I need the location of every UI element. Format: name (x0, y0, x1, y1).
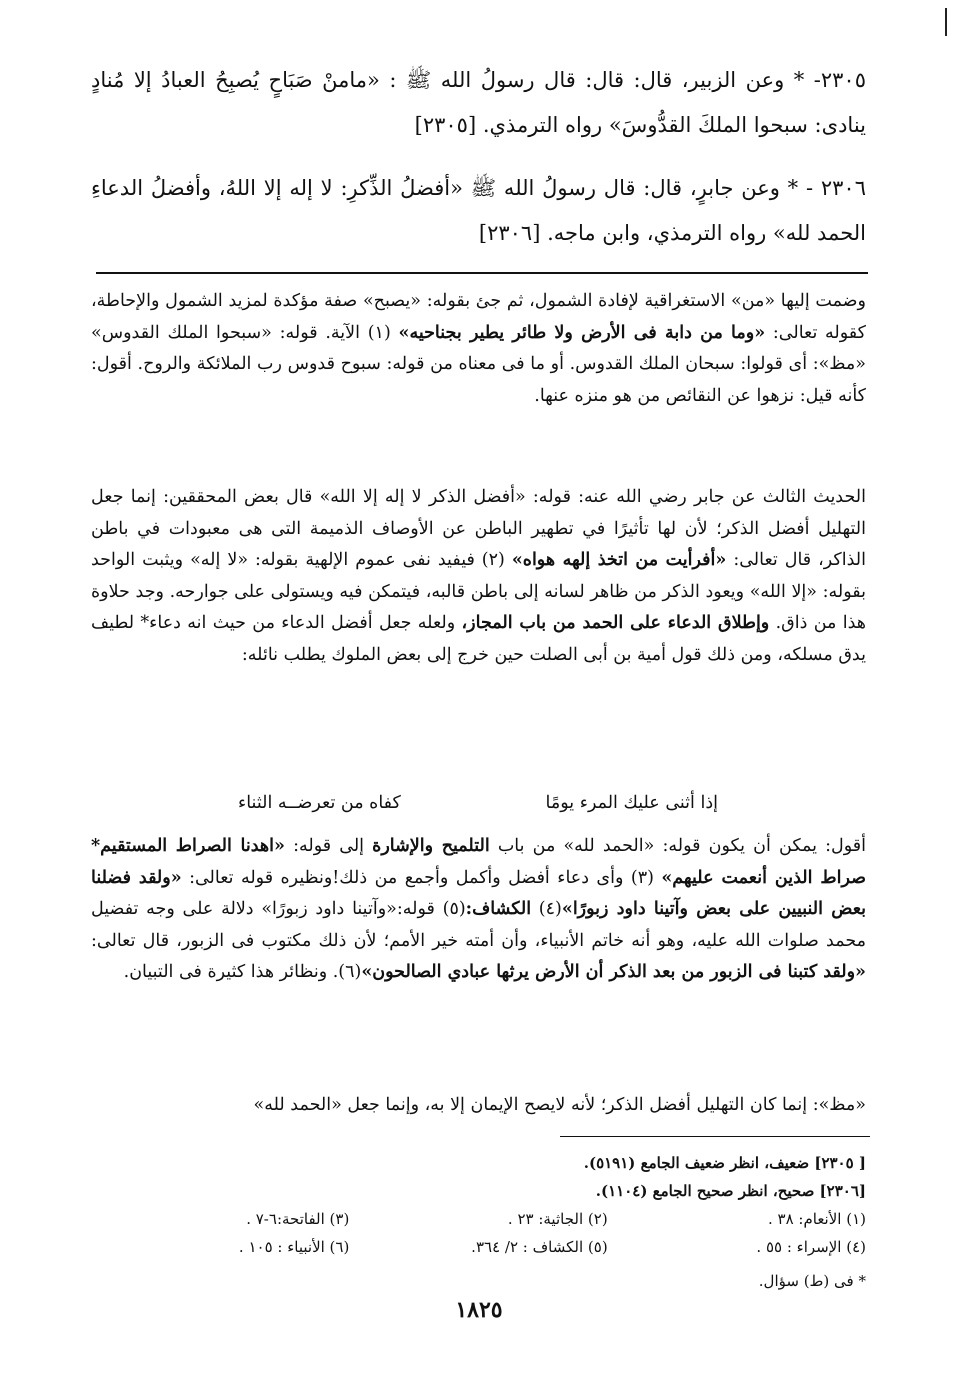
text-run: (٥) قوله:«وآتينا داود زبورًا» دلالة على وجه تفضيل محمد صلوات الله عليه، وهو أنه خاتم الأنبياء، وأن أمته خير الأمم؛ لأن ذلك مكتوب فى الزبور، قال تعالى: (91, 899, 866, 951)
text-run: ولعله جعل أفضل الدعاء من حيث انه دعاء* لطيف يدق مسلكه، ومن ذلك قول أمية بن أبى الصلت حين خرج إلى بعض الملوك يطلب نائله: (91, 613, 866, 665)
bold-phrase: وإطلاق الدعاء على الحمد من باب المجاز، (461, 613, 770, 633)
page-number: ١٨٢٥ (455, 1297, 503, 1323)
quran-quote: «ولقد كتبنا فى الزبور من بعد الذكر أن الأرض يرثها عبادي الصالحون» (361, 962, 866, 982)
text-run: الحديث الثالث عن جابر رضي الله عنه: قوله: «أفضل الذكر لا إله إلا الله» قال بعض المحققين: إنما جعل التهليل أفضل الذكر؛ لأن لها تأثيرًا في تطهير الباطن عن الأوصاف الذميمة التى هى معبودات في باطن الذاكر، قال تعالى: (91, 487, 867, 570)
quran-quote: «اهدنا الصراط المستقيم* صراط الذين أنعمت عليهم» (91, 836, 866, 888)
footnote-divider (560, 1136, 870, 1137)
quran-quote: «أفرأيت من اتخذ إلهه هواه» (511, 550, 727, 570)
text-run: (١) الآية. قوله: «سبحوا الملك القدوس» «مظ»: أى قولوا: سبحان الملك القدوس. أو ما فى معناه من قوله: سبوح قدوس رب الملائكة والروح. أقول: كأنه قيل: نزهوا عن النقائص من هو منزه عنها. (91, 322, 866, 406)
footnote-star: * فى (ط) سؤال. (758, 1272, 866, 1290)
commentary-paragraph-2 (91, 482, 866, 671)
quran-quote: «ولقد فضلنا بعض النبيين على بعض وآتينا داود زبورًا» (91, 867, 867, 919)
poetry-verse (238, 788, 718, 819)
footnote-ref: (٢) الجاثية: ٢٣ . (507, 1210, 608, 1228)
commentary-paragraph-3 (91, 831, 866, 989)
commentary-paragraph-1 (91, 286, 866, 412)
footnote-2305: [ ٢٣٠٥] ضعيف، انظر ضعيف الجامع (٥١٩١). (583, 1154, 866, 1172)
text-divider (96, 272, 868, 274)
footnote-refs-row-1 (91, 1208, 866, 1231)
commentary-paragraph-4: «مظ»: إنما كان التهليل أفضل الذكر؛ لأنه لايصح الإيمان إلا به، وإنما جعل «الحمد لله» (253, 1095, 866, 1115)
quran-quote: «وما من دابة فى الأرض ولا طائر يطير بجناحيه» (398, 322, 766, 343)
footnote-ref: (١) الأنعام: ٣٨ . (767, 1210, 866, 1228)
footnote-refs-row-2 (91, 1236, 866, 1259)
text-run: (٦). ونظائر هذا كثيرة فى التبيان. (123, 962, 362, 982)
footnote-ref: (٥) الكشاف : ٢/ ٣٦٤. (471, 1238, 608, 1256)
text-run: وضمت إليها «من» الاستغراقية لإفادة الشمول، ثم جئ بقوله: «يصبح» صفة مؤكدة لمزيد الشمول والإحاطة، كقوله تعالى: (91, 291, 866, 343)
hadith-2305: ٢٣٠٥- * وعن الزبير، قال: قال: قال رسولُ الله ﷺ : «مامنْ صَبَاحٍ يُصبِحُ العبادُ إلا مُنادٍ ينادى: سبحوا الملكَ القدُّوسَ» رواه الترمذي. [٢٣٠٥] (91, 68, 866, 137)
footnote-2306: [٢٣٠٦] صحيح، انظر صحيح الجامع (١١٠٤). (595, 1182, 866, 1200)
page-edge-mark (945, 8, 947, 36)
hadith-2306: ٢٣٠٦ - * وعن جابرٍ، قال: قال رسولُ الله ﷺ «أفضلُ الذِّكرِ: لا إله إلا اللهُ، وأفضلُ الدعاءِ الحمد لله» رواه الترمذي، وابن ماجه. [٢٣٠٦] (91, 176, 866, 245)
footnote-ref: (٣) الفاتحة:٦-٧ . (246, 1210, 350, 1228)
text-run: أقول: يمكن أن يكون قوله: «الحمد لله» من باب (489, 836, 866, 856)
verse-second-hemistich: كفاه من تعرضــه الثناء (238, 793, 401, 813)
bold-phrase: التلميح والإشارة (372, 836, 490, 856)
bold-phrase: الكشاف: (465, 899, 532, 919)
text-run: (٣) وأى دعاء أفضل وأكمل وأجمع من ذلك!ونظيره قوله تعالى: (181, 867, 662, 888)
footnote-ref: (٦) الأنبياء : ١٠٥ . (238, 1238, 350, 1256)
verse-first-hemistich: إذا أثنى عليك المرء يومًا (545, 793, 718, 813)
footnote-ref: (٤) الإسراء : ٥٥ . (756, 1238, 866, 1256)
text-run: إلى قوله: (284, 836, 373, 856)
text-run: (٤) (531, 899, 562, 919)
text-run: (٢) فيفيد نفى عموم الإلهية بقوله: «لا إله» ويثبت الواحد بقوله: «إلا الله» ويعود الذكر من ظاهر لسانه إلى باطن قالبه، فيتمكن فيه ويستولى على جوارحه. وجد حلاوة هذا من ذاق. (91, 550, 866, 633)
